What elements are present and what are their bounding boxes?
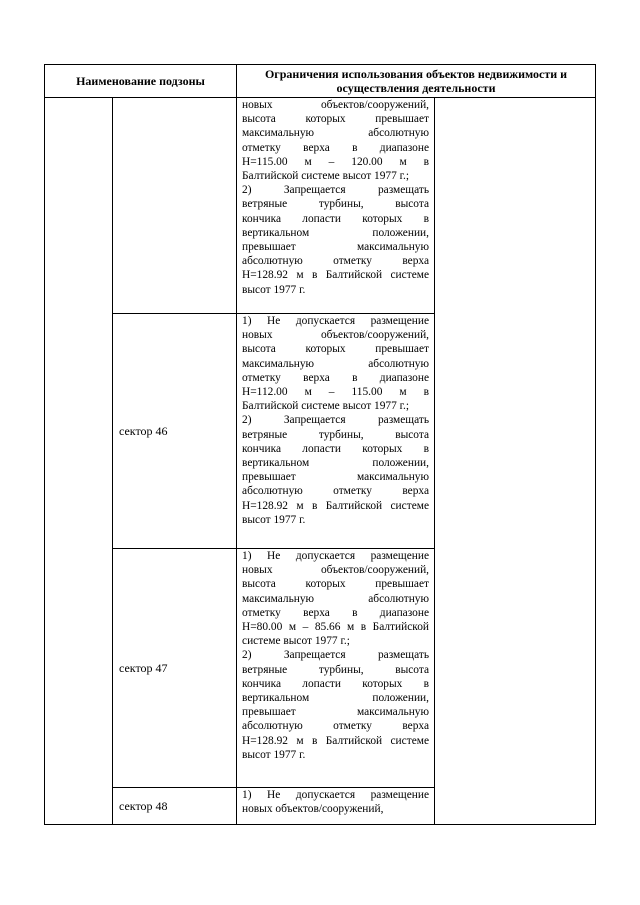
restriction-text-line: системе высот 1977 г.;	[242, 635, 350, 648]
restriction-text-line: Н=128.92 м в Балтийской системе	[242, 269, 430, 282]
restriction-text-cell	[237, 788, 435, 825]
sector-name-cell: сектор 46	[113, 314, 237, 549]
sector-name-cell	[113, 98, 237, 314]
merged-empty-cell-right	[435, 98, 596, 825]
restriction-text-line: превышает максимальную	[242, 471, 430, 484]
sector-name-cell: сектор 47	[113, 549, 237, 788]
sector-name-cell: сектор 48	[113, 788, 237, 825]
restriction-text-line: высота которых превышает	[242, 578, 430, 591]
table-header-row	[45, 65, 596, 98]
restriction-text-line: новых объектов/сооружений,	[242, 803, 384, 816]
restriction-text-line: отметку верха в диапазоне	[242, 141, 430, 154]
restriction-text-line: 2) Запрещается размещать	[242, 184, 430, 197]
restriction-text-line: Н=112.00 м – 115.00 м в	[242, 386, 430, 399]
restriction-text-cell	[237, 314, 435, 549]
restriction-text-line: ветряные турбины, высота	[242, 428, 430, 441]
restriction-text-line: 1) Не допускается размещение	[242, 315, 430, 327]
restriction-text-line: высот 1977 г.	[242, 283, 306, 296]
table-row	[45, 98, 596, 314]
restriction-text-line: превышает максимальную	[242, 241, 430, 254]
restriction-text-line: превышает максимальную	[242, 706, 430, 719]
restriction-text-line: кончика лопасти которых в	[242, 212, 430, 225]
restriction-text-line: 1) Не допускается размещение	[242, 550, 430, 562]
restriction-text-line: высот 1977 г.	[242, 513, 306, 526]
restriction-text-line: вертикальном положении,	[242, 457, 430, 470]
restriction-text-line: новых объектов/сооружений,	[242, 99, 430, 111]
restrictions-table	[44, 64, 596, 825]
restriction-text-line: 2) Запрещается размещать	[242, 649, 430, 662]
restriction-text-line: ветряные турбины, высота	[242, 198, 430, 211]
restriction-text-line: вертикальном положении,	[242, 226, 430, 239]
restriction-text-line: кончика лопасти которых в	[242, 677, 430, 690]
restriction-text-line: 1) Не допускается размещение	[242, 789, 430, 801]
header-restrictions: Ограничения использования объектов недвижимости и осуществления деятельности	[237, 65, 596, 98]
restriction-text-line: отметку верха в диапазоне	[242, 606, 430, 619]
restriction-text-line: отметку верха в диапазоне	[242, 371, 430, 384]
restriction-text-line: вертикальном положении,	[242, 692, 430, 705]
merged-empty-cell	[45, 98, 113, 825]
restriction-text-line: абсолютную отметку верха	[242, 485, 430, 498]
restriction-text-line: 2) Запрещается размещать	[242, 414, 430, 427]
restriction-text-line: Балтийской системе высот 1977 г.;	[242, 170, 410, 183]
restriction-text-line: абсолютную отметку верха	[242, 255, 430, 268]
restriction-text-line: ветряные турбины, высота	[242, 663, 430, 676]
restriction-text-line: высот 1977 г.	[242, 748, 306, 761]
restriction-text-line: высота которых превышает	[242, 113, 430, 126]
restriction-text-line: Н=128.92 м в Балтийской системе	[242, 734, 430, 747]
restriction-text-line: новых объектов/сооружений,	[242, 564, 430, 577]
restriction-text-line: Н=115.00 м – 120.00 м в	[242, 155, 430, 168]
restriction-text-line: кончика лопасти которых в	[242, 442, 430, 455]
restriction-text-line: Н=80.00 м – 85.66 м в Балтийской	[242, 621, 430, 634]
restriction-text-line: Балтийской системе высот 1977 г.;	[242, 400, 410, 413]
restriction-text-line: высота которых превышает	[242, 343, 430, 356]
restriction-text-line: максимальную абсолютную	[242, 357, 430, 370]
restriction-text-cell	[237, 98, 435, 314]
restriction-text-line: максимальную абсолютную	[242, 127, 430, 140]
restriction-text-line: Н=128.92 м в Балтийской системе	[242, 499, 430, 512]
restriction-text-line: максимальную абсолютную	[242, 592, 430, 605]
restriction-text-cell	[237, 549, 435, 788]
restriction-text-line: абсолютную отметку верха	[242, 720, 430, 733]
header-subzone-name: Наименование подзоны	[45, 65, 237, 98]
restriction-text-line: новых объектов/сооружений,	[242, 329, 430, 342]
